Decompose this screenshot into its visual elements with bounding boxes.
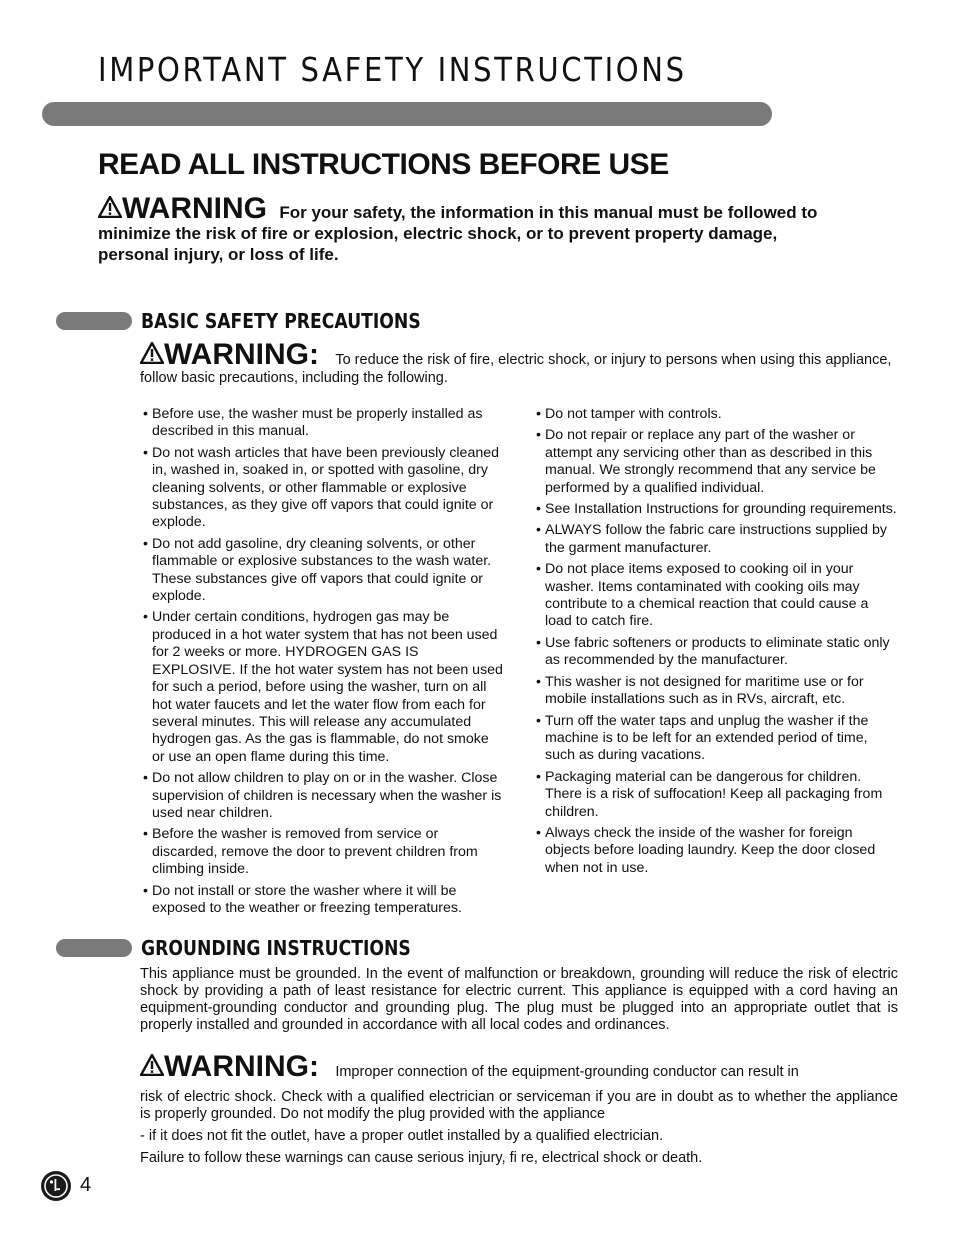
list-item: • Do not repair or replace any part of the washer or attempt any servicing other than as described in this manual. We strongly recommend that any service be performed by a qualified individual. [536,427,898,497]
page-header-title: IMPORTANT SAFETY INSTRUCTIONS [98,50,687,89]
intro-warning-label-group [98,192,275,225]
grounding-warning-label-group [140,1050,327,1083]
warning-triangle-icon [140,1054,164,1076]
section-pill-grounding [56,939,132,957]
list-item: • Do not place items exposed to cooking oil in your washer. Items contaminated with cooking oils may contribute to a chemical reaction that could cause a load to catch fire. [536,561,898,631]
list-item: • Do not tamper with controls. [536,406,898,423]
intro-warning [98,192,818,265]
section-pill-basic [56,312,132,330]
list-item: • Always check the inside of the washer for foreign objects before loading laundry. Keep the door closed when not in use. [536,825,898,877]
header-bar [42,102,772,126]
grounding-failure-note: Failure to follow these warnings can cause serious injury, fi re, electrical shock or death. [140,1150,703,1166]
basic-warning-label: WARNING: [164,338,319,371]
basic-warning-text: To reduce the risk of fire, electric shock, or injury to persons when using this appliance, follow basic precautions, including the following. [140,352,892,386]
intro-warning-label: WARNING [122,192,267,225]
list-item: • Under certain conditions, hydrogen gas may be produced in a hot water system that has not been used for 2 weeks or more. HYDROGEN GAS IS EXPLOSIVE. If the hot water system has not been used for such a period, before using the washer, turn on all hot water faucets and let the water flow from each for several minutes. This will release any accumulated hydrogen gas. As the gas is flammable, do not smoke or use an open flame during this time. [143,609,505,766]
list-item: • Turn off the water taps and unplug the washer if the machine is to be left for an extended period of time, such as during vacations. [536,713,898,765]
grounding-warning [140,1050,898,1083]
list-item: • Do not add gasoline, dry cleaning solvents, or other flammable or explosive substances to the wash water. These substances give off vapors that could ignite or explode. [143,536,505,606]
section-title-grounding: GROUNDING INSTRUCTIONS [141,936,411,960]
grounding-warning-continued: risk of electric shock. Check with a qualified electrician or serviceman if you are in doubt as to whether the appliance is properly grounded. Do not modify the plug provided with the appliance [140,1089,898,1122]
main-heading: READ ALL INSTRUCTIONS BEFORE USE [98,148,669,181]
list-item: • Packaging material can be dangerous for children. There is a risk of suffocation! Keep all packaging from children. [536,769,898,821]
basic-warning [140,338,900,387]
grounding-warning-label: WARNING: [164,1050,319,1083]
section-title-basic: BASIC SAFETY PRECAUTIONS [141,309,421,333]
precautions-list-left [143,406,505,921]
page-number: 4 [80,1174,92,1196]
warning-triangle-icon [98,196,122,218]
list-item: • ALWAYS follow the fabric care instructions supplied by the garment manufacturer. [536,522,898,557]
list-item: • Before the washer is removed from service or discarded, remove the door to prevent children from climbing inside. [143,826,505,878]
list-item: • Before use, the washer must be properly installed as described in this manual. [143,406,505,441]
grounding-warning-outlet: - if it does not fit the outlet, have a proper outlet installed by a qualified electrician. [140,1128,664,1144]
list-item: • Do not install or store the washer where it will be exposed to the weather or freezing temperatures. [143,883,505,918]
list-item: • Do not allow children to play on or in the washer. Close supervision of children is necessary when the washer is used near children. [143,770,505,822]
precautions-list-right [536,406,898,881]
basic-warning-label-group [140,338,327,371]
list-item: • This washer is not designed for maritime use or for mobile installations such as in RVs, aircraft, etc. [536,674,898,709]
intro-warning-text: For your safety, the information in this manual must be followed to minimize the risk of fire or explosion, electric shock, or to prevent property damage, personal injury, or loss of life. [98,203,818,264]
grounding-warning-line1: Improper connection of the equipment-grounding conductor can result in [335,1064,799,1080]
grounding-paragraph: This appliance must be grounded. In the event of malfunction or breakdown, grounding will reduce the risk of electric shock by providing a path of least resistance for electric current. This appliance is equipped with a cord having an equipment-grounding conductor and grounding plug. The plug must be plugged into an appropriate outlet that is properly installed and grounded in accordance with all local codes and ordinances. [140,966,898,1033]
list-item: • Use fabric softeners or products to eliminate static only as recommended by the manufacturer. [536,635,898,670]
list-item: • See Installation Instructions for grounding requirements. [536,501,898,518]
warning-triangle-icon [140,342,164,364]
list-item: • Do not wash articles that have been previously cleaned in, washed in, soaked in, or spotted with gasoline, dry cleaning solvents, or other flammable or explosive substances, as they give off vapors that could ignite or explode. [143,445,505,532]
lg-logo-icon [40,1170,72,1202]
